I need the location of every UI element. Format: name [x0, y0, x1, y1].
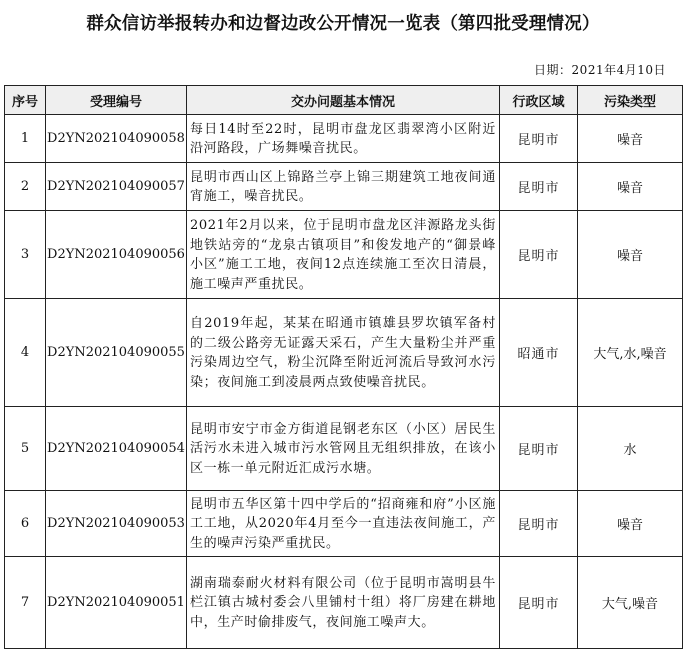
- table-row: [5, 407, 683, 491]
- header-issue: 交办问题基本情况: [187, 86, 500, 115]
- header-code: 受理编号: [46, 86, 187, 115]
- table-row: [5, 491, 683, 557]
- cell-pollution: 噪音: [578, 163, 683, 211]
- cell-code: D2YN202104090057: [46, 163, 187, 211]
- cell-index: 2: [5, 163, 46, 211]
- table-row: [5, 299, 683, 407]
- table-row: [5, 211, 683, 299]
- cell-code: D2YN202104090053: [46, 491, 187, 557]
- cell-index: 4: [5, 299, 46, 407]
- cell-index: 5: [5, 407, 46, 491]
- cell-pollution: 大气,水,噪音: [578, 299, 683, 407]
- cell-issue: 昆明市五华区第十四中学后的“招商雍和府”小区施工工地，从2020年4月至今一直违法夜间施工，产生的噪声污染严重扰民。: [187, 491, 500, 557]
- cell-code: D2YN202104090058: [46, 115, 187, 163]
- cell-index: 7: [5, 557, 46, 649]
- cell-issue: 湖南瑞泰耐火材料有限公司（位于昆明市嵩明县牛栏江镇古城村委会八里铺村十组）将厂房建在耕地中，生产时偷排废气，夜间施工噪声大。: [187, 557, 500, 649]
- table-header-row: [5, 86, 683, 115]
- cell-region: 昆明市: [500, 491, 578, 557]
- cell-issue: 昆明市安宁市金方街道昆钢老东区（小区）居民生活污水未进入城市污水管网且无组织排放，在该小区一栋一单元附近汇成污水塘。: [187, 407, 500, 491]
- cell-issue: 自2019年起，某某在昭通市镇雄县罗坎镇军备村的二级公路旁无证露天采石，产生大量粉尘并严重污染周边空气，粉尘沉降至附近河流后导致河水污染；夜间施工到凌晨两点致使噪音扰民。: [187, 299, 500, 407]
- cell-issue: 每日14时至22时，昆明市盘龙区翡翠湾小区附近沿河路段，广场舞噪音扰民。: [187, 115, 500, 163]
- cell-index: 3: [5, 211, 46, 299]
- table-row: [5, 557, 683, 649]
- cell-pollution: 噪音: [578, 491, 683, 557]
- table-row: [5, 115, 683, 163]
- cell-region: 昆明市: [500, 115, 578, 163]
- header-region: 行政区域: [500, 86, 578, 115]
- cell-region: 昭通市: [500, 299, 578, 407]
- cell-region: 昆明市: [500, 211, 578, 299]
- cell-issue: 2021年2月以来，位于昆明市盘龙区沣源路龙头街地铁站旁的“龙泉古镇项目”和俊发地产的“御景峰小区”施工工地，夜间12点连续施工至次日清晨，施工噪声严重扰民。: [187, 211, 500, 299]
- cell-pollution: 噪音: [578, 115, 683, 163]
- header-pollution: 污染类型: [578, 86, 683, 115]
- cell-region: 昆明市: [500, 163, 578, 211]
- report-date: 日期：2021年4月10日: [534, 63, 666, 77]
- cell-index: 1: [5, 115, 46, 163]
- table-row: [5, 163, 683, 211]
- cell-pollution: 大气,噪音: [578, 557, 683, 649]
- cell-index: 6: [5, 491, 46, 557]
- cell-pollution: 噪音: [578, 211, 683, 299]
- cell-code: D2YN202104090051: [46, 557, 187, 649]
- complaints-table: [4, 85, 683, 649]
- cell-code: D2YN202104090055: [46, 299, 187, 407]
- cell-region: 昆明市: [500, 557, 578, 649]
- cell-issue: 昆明市西山区上锦路兰亭上锦三期建筑工地夜间通宵施工，噪音扰民。: [187, 163, 500, 211]
- cell-code: D2YN202104090056: [46, 211, 187, 299]
- cell-region: 昆明市: [500, 407, 578, 491]
- page-title: 群众信访举报转办和边督边改公开情况一览表（第四批受理情况）: [86, 14, 600, 34]
- header-index: 序号: [5, 86, 46, 115]
- cell-code: D2YN202104090054: [46, 407, 187, 491]
- cell-pollution: 水: [578, 407, 683, 491]
